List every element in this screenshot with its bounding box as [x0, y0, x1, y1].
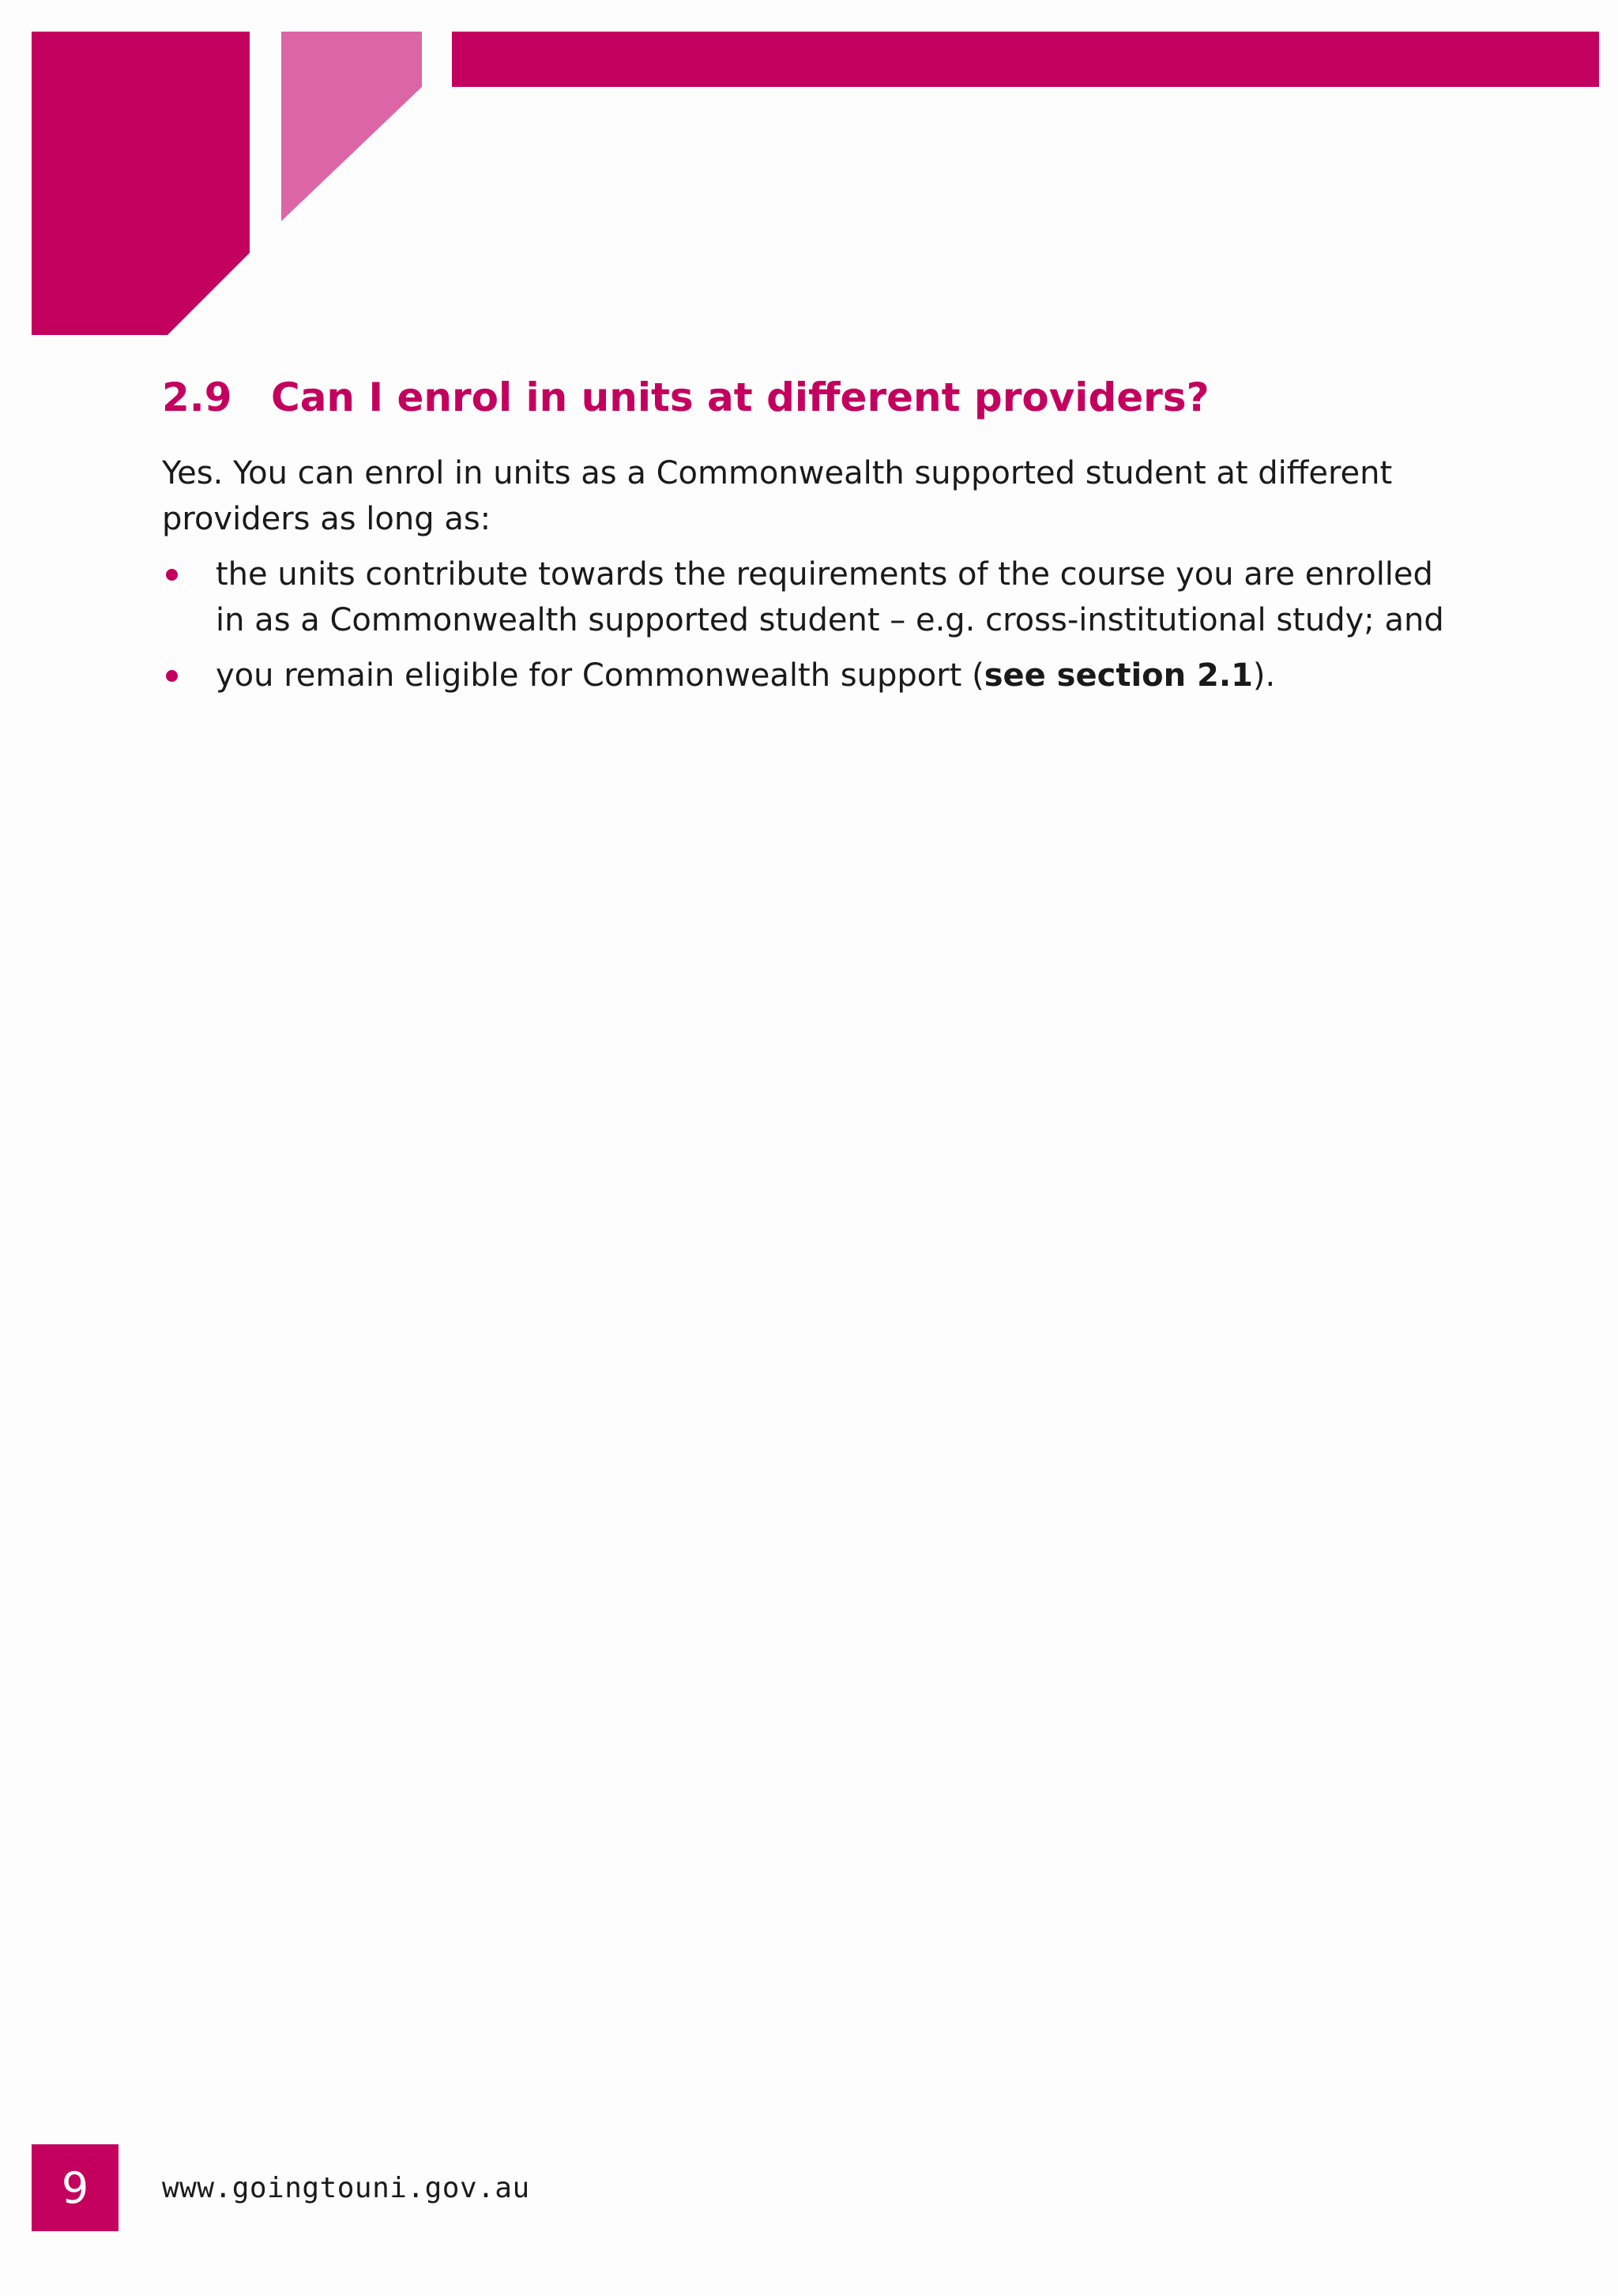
header-decoration-block — [32, 32, 250, 335]
list-item-text-after: ). — [1252, 657, 1276, 694]
list-item — [162, 653, 1458, 698]
main-content — [162, 371, 1458, 708]
page-number-box — [32, 2144, 119, 2231]
section-title: Can I enrol in units at different providers? — [271, 375, 1210, 420]
list-item — [162, 551, 1458, 643]
list-item-text-before: you remain eligible for Commonwealth support ( — [216, 657, 984, 694]
list-item-text: the units contribute towards the requirements of the course you are enrolled in as a Commonwealth supported student – e.g. cross-institutional study; and — [216, 556, 1444, 638]
header-bar — [452, 32, 1599, 87]
section-heading — [162, 371, 1458, 423]
bullet-icon — [166, 569, 178, 581]
section-number: 2.9 — [162, 375, 232, 420]
page-number: 9 — [61, 2162, 89, 2213]
bullet-icon — [166, 670, 178, 682]
bullet-list — [162, 551, 1458, 698]
header-decoration-tab — [281, 32, 422, 221]
intro-paragraph: Yes. You can enrol in units as a Commonwealth supported student at different providers as long as: — [162, 455, 1393, 537]
section-reference-link: see section 2.1 — [984, 657, 1253, 694]
footer-url: www.goingtouni.gov.au — [162, 2172, 530, 2204]
